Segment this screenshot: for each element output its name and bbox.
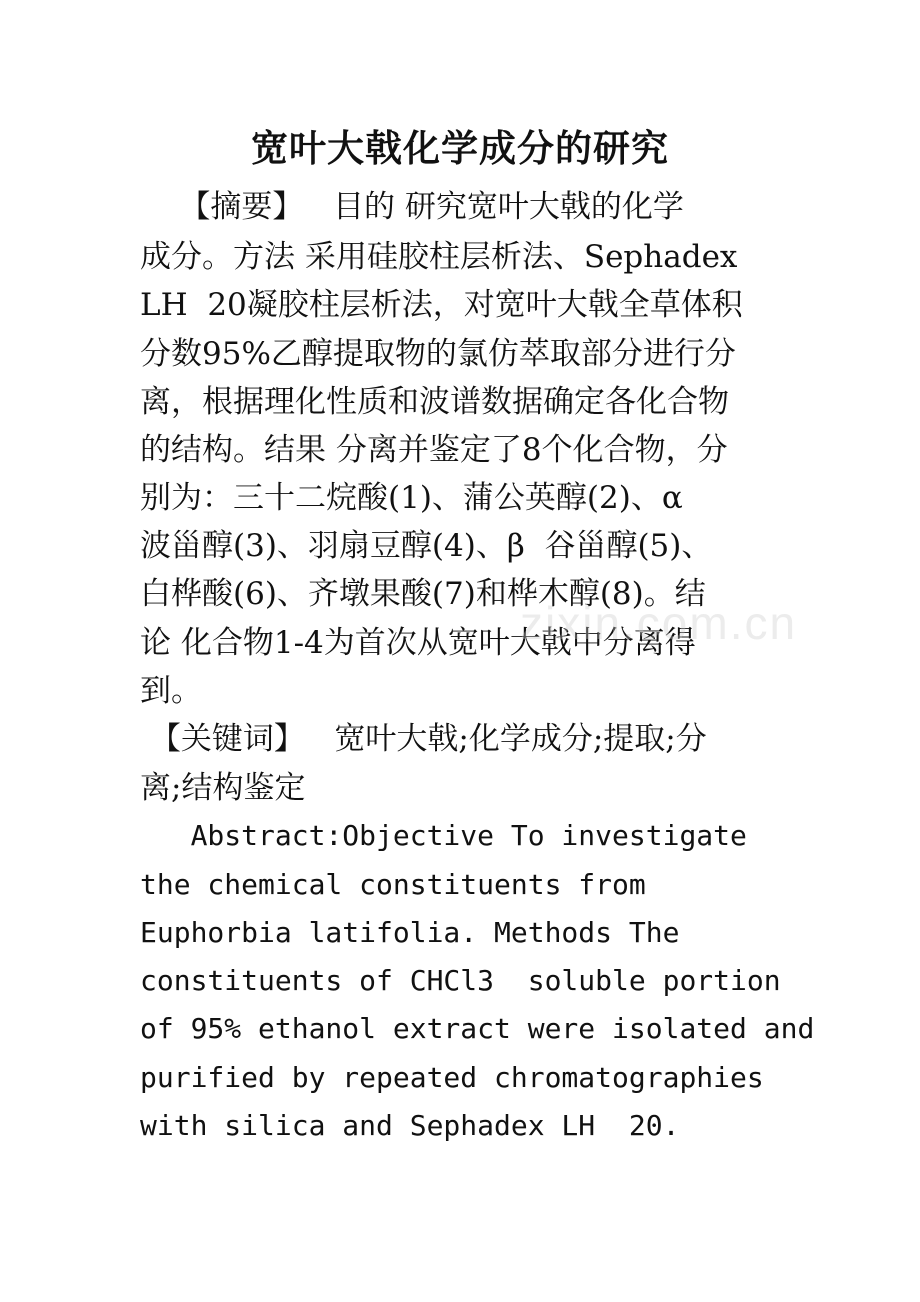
abstract-line: 波甾醇(3)、羽扇豆醇(4)、β 谷甾醇(5)、 <box>140 528 713 564</box>
watermark: zixin.com.cn <box>520 597 798 649</box>
keywords-line: 离;结构鉴定 <box>140 770 306 806</box>
abstract-line: 成分。方法 采用硅胶柱层析法、Sephadex <box>140 239 738 275</box>
abstract-en-line: the chemical constituents from <box>140 868 646 901</box>
abstract-line: 【摘要】 目的 研究宽叶大戟的化学 <box>140 189 684 225</box>
keywords-line: 【关键词】 宽叶大戟;化学成分;提取;分 <box>140 721 707 757</box>
abstract-line: 白桦酸(6)、齐墩果酸(7)和桦木醇(8)。结 <box>140 576 706 612</box>
abstract-en-line: of 95% ethanol extract were isolated and <box>140 1012 815 1045</box>
abstract-line: 的结构。结果 分离并鉴定了8个化合物，分 <box>140 432 728 468</box>
page-title: 宽叶大戟化学成分的研究 <box>251 126 669 170</box>
abstract-en-line: Euphorbia latifolia. Methods The <box>140 916 680 949</box>
abstract-line: 别为：三十二烷酸(1)、蒲公英醇(2)、α <box>140 480 683 516</box>
abstract-en-line: with silica and Sephadex LH 20. <box>140 1109 680 1142</box>
abstract-en-line: purified by repeated chromatographies <box>140 1061 764 1094</box>
abstract-line: 离，根据理化性质和波谱数据确定各化合物 <box>140 384 729 420</box>
abstract-en-line: constituents of CHCl3 soluble portion <box>140 964 781 997</box>
abstract-en-line: Abstract:Objective To investigate <box>140 819 747 852</box>
abstract-line: LH 20凝胶柱层析法，对宽叶大戟全草体积 <box>140 287 743 323</box>
abstract-line: 到。 <box>140 673 202 709</box>
abstract-line: 分数95%乙醇提取物的氯仿萃取部分进行分 <box>140 336 736 372</box>
abstract-line: 论 化合物1-4为首次从宽叶大戟中分离得 <box>140 625 696 661</box>
